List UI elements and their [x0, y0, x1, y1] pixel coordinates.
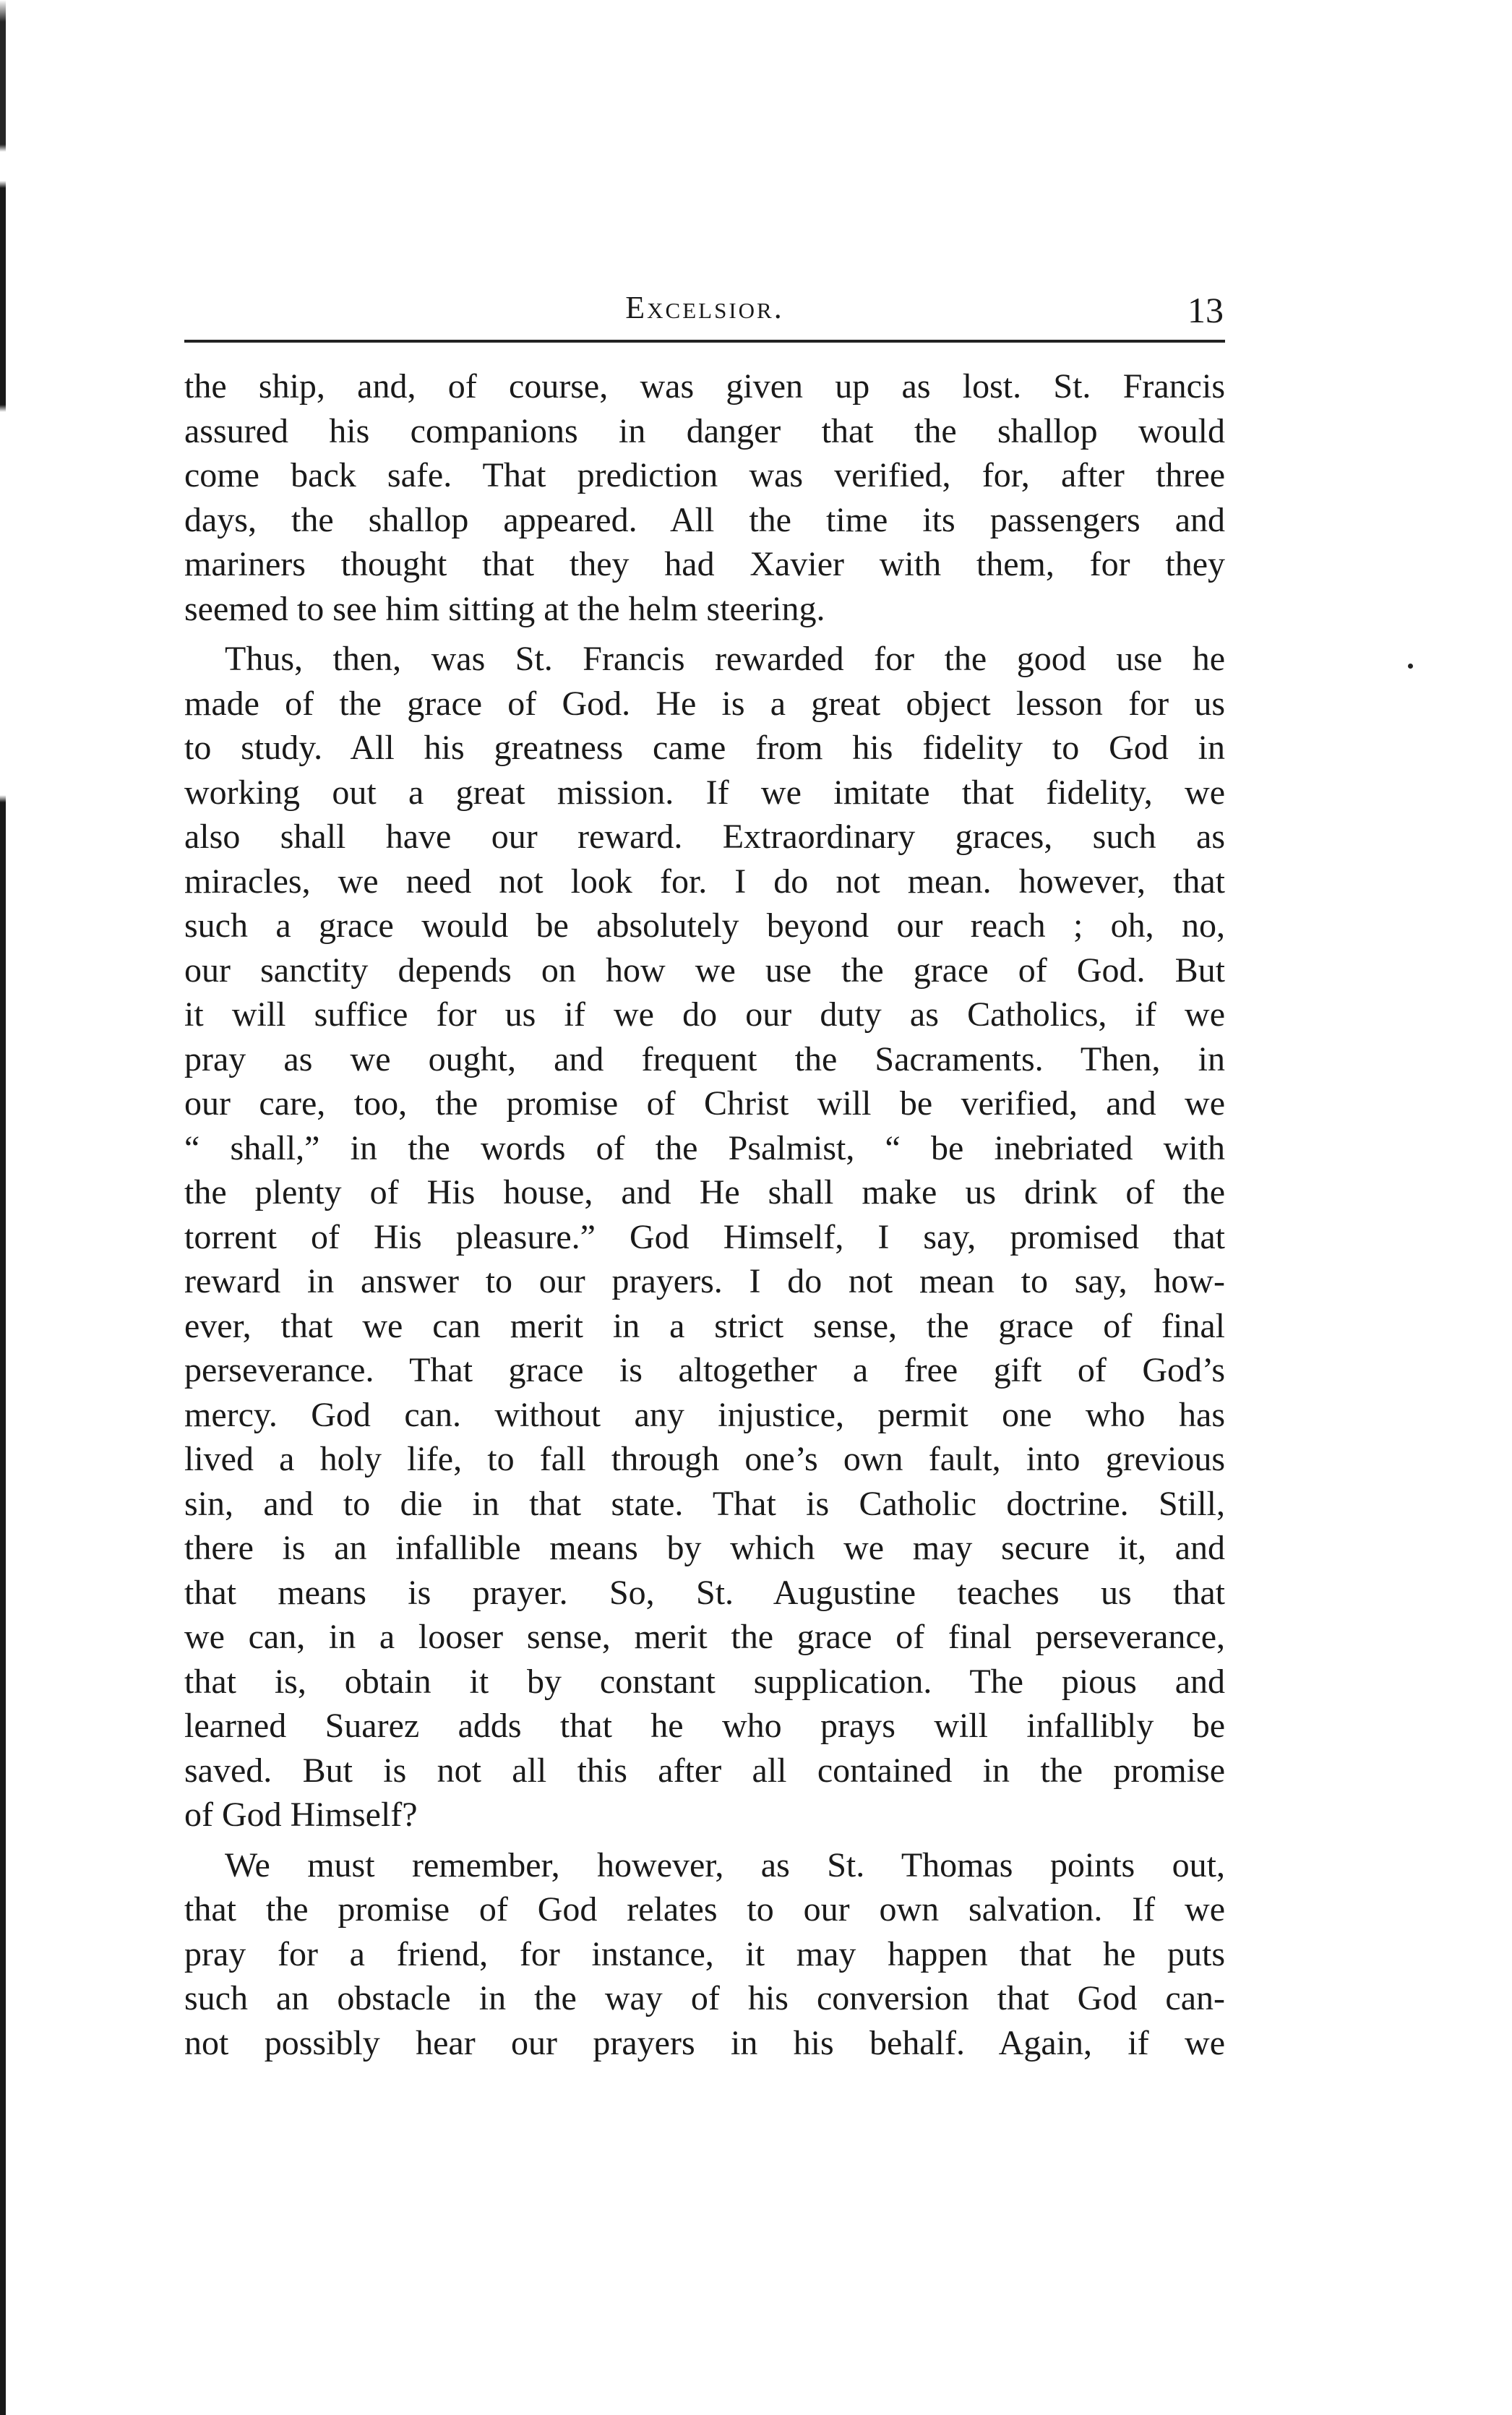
- text-line: We must remember, however, as St. Thomas points out,: [225, 1845, 1225, 1884]
- text-line: it will suffice for us if we do our duty as Catholics, if we: [184, 995, 1225, 1034]
- page-number: 13: [1187, 290, 1224, 330]
- text-line: pray for a friend, for instance, it may happen that he puts: [184, 1934, 1225, 1973]
- text-line: learned Suarez adds that he who prays will infallibly be: [184, 1707, 1225, 1745]
- text-line: “ shall,” in the words of the Psalmist, “ be inebriated with: [184, 1128, 1225, 1167]
- text-line: mercy. God can. without any injustice, permit one who has: [184, 1395, 1225, 1434]
- running-title: Excelsior.: [625, 290, 784, 325]
- text-line: that the promise of God relates to our own salvation. If we: [184, 1890, 1225, 1929]
- text-line: days, the shallop appeared. All the time its passengers and: [184, 500, 1225, 539]
- text-line: working out a great mission. If we imitate that fidelity, we: [184, 773, 1225, 812]
- text-line: that means is prayer. So, St. Augustine teaches us that: [184, 1573, 1225, 1612]
- text-line: we can, in a looser sense, merit the grace of final perseverance,: [184, 1618, 1225, 1656]
- text-line: there is an infallible means by which we may secure it, and: [184, 1529, 1225, 1567]
- text-line: reward in answer to our prayers. I do not mean to say, how-: [184, 1262, 1225, 1300]
- text-line: saved. But is not all this after all contained in the promise: [184, 1751, 1225, 1790]
- text-line: such an obstacle in the way of his conversion that God can-: [184, 1979, 1225, 2017]
- text-line: of God Himself?: [184, 1796, 418, 1834]
- text-line: also shall have our reward. Extraordinary graces, such as: [184, 818, 1225, 856]
- text-line: miracles, we need not look for. I do not mean. however, that: [184, 862, 1225, 901]
- text-line: seemed to see him sitting at the helm steering.: [184, 589, 825, 628]
- binding-edge-line: [0, 0, 6, 2415]
- text-line: assured his companions in danger that the shallop would: [184, 411, 1225, 450]
- text-line: to study. All his greatness came from his fidelity to God in: [184, 729, 1225, 767]
- text-line: pray as we ought, and frequent the Sacraments. Then, in: [184, 1039, 1225, 1078]
- text-line: lived a holy life, to fall through one’s own fault, into grevious: [184, 1440, 1225, 1478]
- text-line: the plenty of His house, and He shall make us drink of the: [184, 1173, 1225, 1211]
- text-line: the ship, and, of course, was given up as lost. St. Francis: [184, 367, 1225, 406]
- paragraph-2: [184, 637, 1225, 1837]
- book-page: [184, 289, 1225, 2065]
- text-line: made of the grace of God. He is a great object lesson for us: [184, 684, 1225, 723]
- text-line: our sanctity depends on how we use the grace of God. But: [184, 951, 1225, 990]
- text-line: perseverance. That grace is altogether a free gift of God’s: [184, 1351, 1225, 1389]
- margin-speck: [1408, 664, 1413, 669]
- text-line: ever, that we can merit in a strict sense, the grace of final: [184, 1306, 1225, 1345]
- text-line: sin, and to die in that state. That is Catholic doctrine. Still,: [184, 1484, 1225, 1523]
- text-line: such a grace would be absolutely beyond our reach ; oh, no,: [184, 906, 1225, 945]
- running-header: [184, 289, 1225, 343]
- body-text: [184, 364, 1225, 2065]
- text-line: our care, too, the promise of Christ will be verified, and we: [184, 1084, 1225, 1123]
- text-line: torrent of His pleasure.” God Himself, I say, promised that: [184, 1217, 1225, 1256]
- paragraph-1: [184, 364, 1225, 631]
- text-line: mariners thought that they had Xavier with them, for they: [184, 545, 1225, 583]
- text-line: that is, obtain it by constant supplication. The pious and: [184, 1662, 1225, 1701]
- text-line: Thus, then, was St. Francis rewarded for the good use he: [225, 640, 1225, 678]
- text-line: come back safe. That prediction was verified, for, after three: [184, 456, 1225, 494]
- text-line: not possibly hear our prayers in his behalf. Again, if we: [184, 2023, 1225, 2062]
- paragraph-3: [184, 1843, 1225, 2066]
